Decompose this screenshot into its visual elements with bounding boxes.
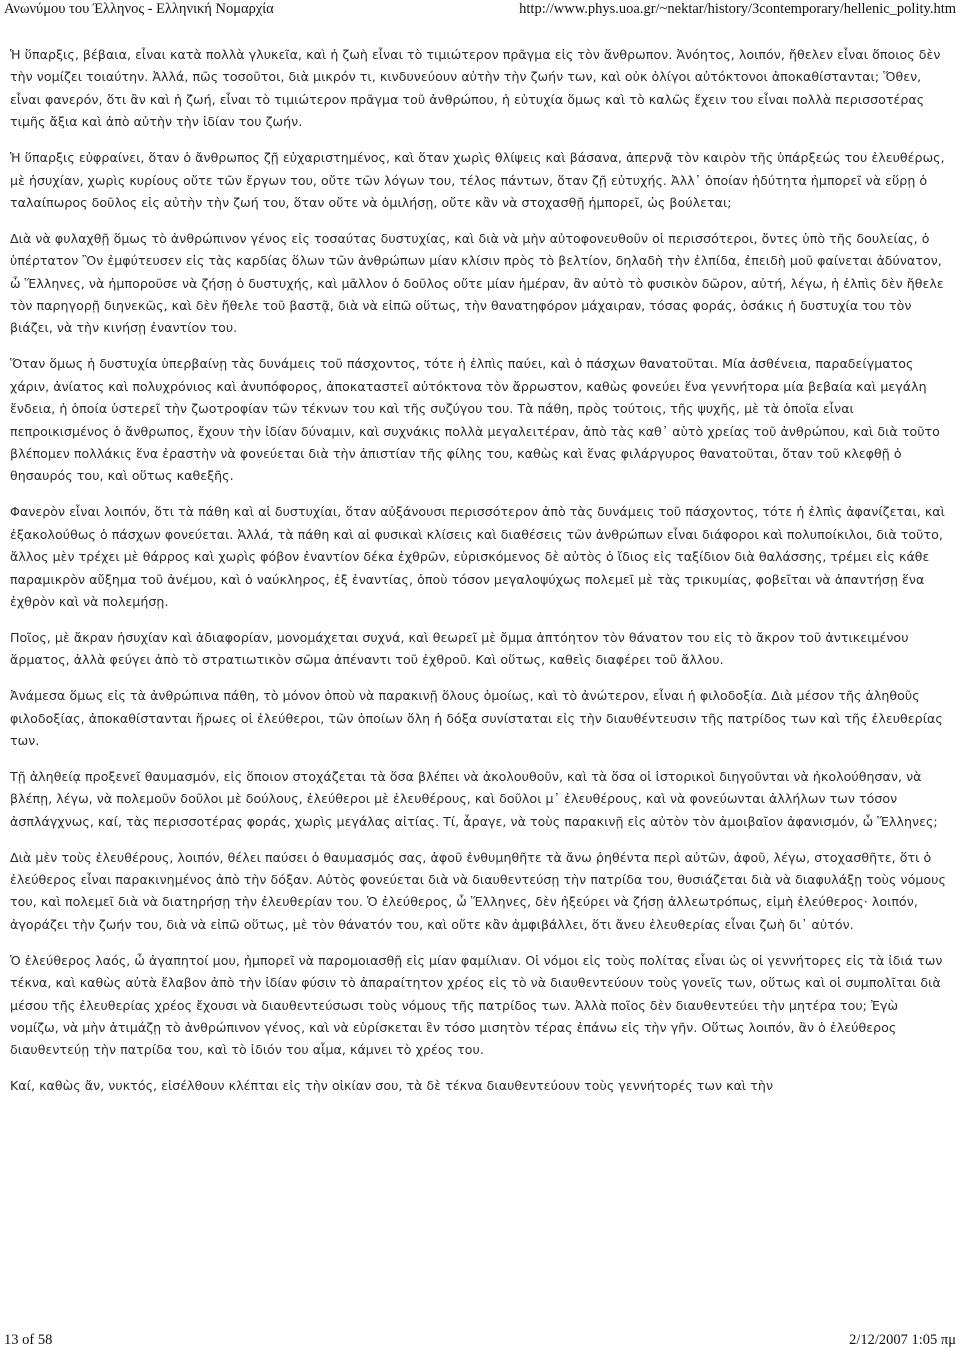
paragraph: Τῇ ἀληθείᾳ προξενεῖ θαυμασμόν, εἰς ὅποιον στοχάζεται τὰ ὅσα βλέπει νὰ ἀκολουθοῦν, καὶ τὰ ὅσα οἱ ἱστορικοὶ διηγοῦνται νὰ ἠκολούθησαν, νὰ βλέπῃ, λέγω, νὰ πολεμοῦν δοῦλοι μὲ δούλους, ἐλεύθεροι μὲ ἐλευθέρους, καὶ δοῦλοι μ᾿ ἐλευθέρους, καὶ νὰ φονεύωνται ἀλλήλων των τόσον ἀσπλάγχνως, καί, τὰς περισσοτέρας φοράς, χωρὶς μεγάλας αἰτίας. Τί, ἆραγε, νὰ τοὺς παρακινῇ εἰς αὐτὸν τὸν ἀμοιβαῖον ἀφανισμόν, ὦ Ἕλληνες; xyxy=(10,768,938,829)
print-header xyxy=(0,0,960,22)
paragraph: Διὰ νὰ φυλαχθῇ ὅμως τὸ ἀνθρώπινον γένος εἰς τοσαύτας δυστυχίας, καὶ διὰ νὰ μὴν αὐτοφονευθοῦν οἱ περισσότεροι, ὄντες ὑπὸ τῆς δουλείας, ὁ ὑπέρτατον Ὂν ἐμφύτευσεν εἰς τὰς καρδίας ὅλων τῶν ἀνθρώπων μίαν κλίσιν πρὸς τὸ βελτίον, δηλαδὴ τὴν ἐλπίδα, ἐπειδὴ μοῦ φαίνεται ἀδύνατον, ὦ Ἕλληνες, νὰ ἠμποροῦσε νὰ ζήσῃ ὁ δυστυχής, καὶ μᾶλλον ὁ δοῦλος οὔτε μίαν ἡμέραν, ἂν αὐτὸ τὸ φυσικὸν δῶρον, αὐτή, λέγω, ἡ ἐλπὶς δὲν ἤθελε τὸν παρηγορῇ διηνεκῶς, καὶ δὲν ἤθελε τοῦ βαστᾷ, διὰ νὰ εἰπῶ οὕτως, τὴν θανατηφόρον μάχαιραν, τόσας φοράς, ὁσάκις ἡ δυστυχία του τὸν βιάζει, νὰ τὴν κινήσῃ ἐναντίον του. xyxy=(10,230,944,336)
print-footer xyxy=(0,1330,960,1352)
document-url: http://www.phys.uoa.gr/~nektar/history/3contemporary/hellenic_polity.htm xyxy=(519,1,956,17)
page-counter: 13 of 58 xyxy=(4,1332,53,1348)
paragraph: Φανερὸν εἶναι λοιπόν, ὅτι τὰ πάθη καὶ αἱ δυστυχίαι, ὅταν αὐξάνουσι περισσότερον ἀπὸ τὰς δυνάμεις τοῦ πάσχοντος, τότε ἡ ἐλπὶς ἀφανίζεται, καὶ ἐξακολούθως ὁ πάσχων φονεύεται. Ἀλλά, τὰ πάθη καὶ αἱ φυσικαὶ κλίσεις καὶ διαθέσεις τῶν ἀνθρώπων εἶναι διάφοροι καὶ πολυποίκιλοι, διὰ τοῦτο, ἄλλος μὲν τρέχει μὲ θάρρος καὶ χωρὶς φόβον ἐναντίον δέκα ἐχθρῶν, εὑρισκόμενος δὲ αὐτὸς ὁ ἴδιος εἰς ταξίδιον διὰ θαλάσσης, τρέμει εἰς κάθε παραμικρὸν αὔξημα τοῦ ἀνέμου, καὶ ὁ ναύκληρος, ἐξ ἐναντίας, ὁποὺ τόσον μεγαλοψύχως πολεμεῖ μὲ τὰς τρικυμίας, φοβεῖται νὰ ἀπαντήσῃ ἕνα ἐχθρὸν καὶ νὰ πολεμήσῃ. xyxy=(10,504,945,609)
print-timestamp: 2/12/2007 1:05 πμ xyxy=(849,1332,956,1348)
document-body xyxy=(10,44,950,1111)
document-title: Ανωνύμου του Έλληνος - Ελληνική Νομαρχία xyxy=(4,1,274,17)
paragraph: Ἀνάμεσα ὅμως εἰς τὰ ἀνθρώπινα πάθη, τὸ μόνον ὁποὺ νὰ παρακινῇ ὅλους ὁμοίως, καὶ τὸ ἀνώτερον, εἶναι ἡ φιλοδοξία. Διὰ μέσον τῆς ἀληθοῦς φιλοδοξίας, ἀποκαθίστανται ἥρωες οἱ ἐλεύθεροι, τῶν ὁποίων ὅλη ἡ δόξα συνίσταται εἰς τὴν διαυθέντευσιν τῆς πατρίδος των καὶ τῆς ἐλευθερίας των. xyxy=(10,688,943,748)
paragraph: Ποῖος, μὲ ἄκραν ἡσυχίαν καὶ ἀδιαφορίαν, μονομάχεται συχνά, καὶ θεωρεῖ μὲ ὄμμα ἀπτόητον τὸν θάνατον του εἰς τὸ ἄκρον τοῦ ἀντικειμένου ἅρματος, ἀλλὰ φεύγει ἀπὸ τὸ στρατιωτικὸν σῶμα ἀπέναντι τοῦ ἐχθροῦ. Καὶ οὕτως, καθεὶς διαφέρει τοῦ ἄλλου. xyxy=(10,629,909,668)
paragraph: Ὅταν ὅμως ἡ δυστυχία ὑπερβαίνῃ τὰς δυνάμεις τοῦ πάσχοντος, τότε ἡ ἐλπὶς παύει, καὶ ὁ πάσχων θανατοῦται. Μία ἀσθένεια, παραδείγματος χάριν, ἀνίατος καὶ πολυχρόνιος καὶ ἀνυπόφορος, ἀποκαταστεῖ αὐτόκτονα τὸν ἄρρωστον, καθὼς φονεύει ἕνα γεννήτορα μία βεβαία καὶ μεγάλη ἔνδεια, ἡ ὁποία ὑστερεῖ τὴν ζωοτροφίαν τῶν τέκνων του καὶ τῆς συζύγου του. Τὰ πάθη, πρὸς τούτοις, τῆς ψυχῆς, μὲ τὰ ὁποῖα εἶναι πεπροικισμένος ὁ ἄνθρωπος, ἔχουν τὴν ἰδίαν δύναμιν, καὶ συχνάκις πολλὰ μεγαλειτέραν, ἀπὸ τὰς καθ᾿ αὑτὸ χρείας τοῦ ἀνθρώπου, καὶ διὰ τοῦτο βλέπομεν πολλάκις ἕνα ἐραστὴν νὰ φονεύεται διὰ τὴν ἀπιστίαν τῆς φίλης του, καθὼς καὶ ἕνας φιλάργυρος θανατοῦται, ὅταν τοῦ κλεφθῇ ὁ θησαυρός του, καὶ οὕτως καθεξῆς. xyxy=(10,356,940,484)
paragraph: Ἡ ὕπαρξις, βέβαια, εἶναι κατὰ πολλὰ γλυκεῖα, καὶ ἡ ζωὴ εἶναι τὸ τιμιώτερον πρᾶγμα εἰς τὸν ἄνθρωπον. Ἀνόητος, λοιπόν, ἤθελεν εἶναι ὅποιος δὲν τὴν νομίζει τοιαύτην. Ἀλλά, πῶς τοσοῦτοι, διὰ μικρόν τι, κινδυνεύουν αὐτὴν τὴν ζωήν των, καὶ οὐκ ὀλίγοι αὐτόκτονοι ἀποκαθίστανται; Ὅθεν, εἶναι φανερόν, ὅτι ἂν καὶ ἡ ζωή, εἶναι τὸ τιμιώτερον πρᾶγμα τοῦ ἀνθρώπου, ἡ εὐτυχία ὅμως καὶ τὸ καλῶς ἔχειν του εἶναι πολλὰ περισσοτέρας τιμῆς ἄξια καὶ ἀπὸ αὐτὴν τὴν ἰδίαν του ζωήν. xyxy=(10,47,941,130)
paragraph: Ὁ ἐλεύθερος λαός, ὦ ἀγαπητοί μου, ἠμπορεῖ νὰ παρομοιασθῇ εἰς μίαν φαμίλιαν. Οἱ νόμοι εἰς τοὺς πολίτας εἶναι ὡς οἱ γεννήτορες εἰς τὰ ἰδιά των τέκνα, καὶ καθὼς αὐτὰ ἔλαβον ἀπὸ τὴν ἰδίαν φύσιν τὸ ἀπαραίτητον χρέος εἰς τὸ νὰ διαυθεντεύουν τοὺς γονεῖς των, οὕτως καὶ οἱ συμπολῖται διὰ μέσου τῆς ἐλευθερίας χρέος ἔχουσι νὰ διαυθεντεύσωσι τοὺς νόμους τῆς πατρίδος των. Ἀλλὰ ποῖος δὲν διαυθεντεύει τὴν μητέρα του; Ἐγὼ νομίζω, νὰ μὴν ἀτιμάζῃ τὸ ἀνθρώπινον γένος, καὶ νὰ εὑρίσκεται ἓν τόσο μισητὸν τέρας ἐπάνω εἰς τὴν γῆν. Οὕτως λοιπόν, ἂν ὁ ἐλεύθερος διαυθεντεύῃ τὴν πατρίδα του, καὶ τὸ ἰδιόν του αἷμα, κάμνει τὸ χρέος του. xyxy=(10,952,943,1058)
paragraph: Διὰ μὲν τοὺς ἐλευθέρους, λοιπόν, θέλει παύσει ὁ θαυμασμός σας, ἀφοῦ ἐνθυμηθῆτε τὰ ἄνω ῥηθέντα περὶ αὐτῶν, ἀφοῦ, λέγω, στοχασθῆτε, ὅτι ὁ ἐλεύθερος εἶναι παρακινημένος ἀπὸ τὴν δόξαν. Αὐτὸς φονεύεται διὰ νὰ διαυθεντεύσῃ τὴν πατρίδα του, θυσιάζεται διὰ νὰ διαφυλάξῃ τοὺς νόμους του, καὶ πολεμεῖ διὰ νὰ διατηρήσῃ τὴν ἐλευθερίαν του. Ὁ ἐλεύθερος, ὦ Ἕλληνες, δὲν ἠξεύρει νὰ ζήσῃ ἀλλεωτρόπως, εἰμὴ ἐλεύθερος· λοιπόν, ἀγοράζει τὴν ζωήν του, διὰ νὰ εἰπῶ οὕτως, μὲ τὸν θάνατόν του, καὶ οὔτε κἂν ἀμφιβάλλει, ὅτι ἄνευ ἐλευθερίας εἶναι ζωὴ δι᾿ αὐτόν. xyxy=(10,849,946,932)
paragraph: Καί, καθὼς ἄν, νυκτός, εἰσέλθουν κλέπται εἰς τὴν οἰκίαν σου, τὰ δὲ τέκνα διαυθεντεύουν τοὺς γεννήτορές των καὶ τὴν xyxy=(10,1078,774,1094)
paragraph: Ἡ ὕπαρξις εὐφραίνει, ὅταν ὁ ἄνθρωπος ζῇ εὐχαριστημένος, καὶ ὅταν χωρὶς θλίψεις καὶ βάσανα, ἀπερνᾷ τὸν καιρὸν τῆς ὑπάρξεώς του ἐλευθέρως, μὲ ἡσυχίαν, χωρὶς κυρίους οὔτε τῶν ἔργων του, οὔτε τῶν λόγων του, τέλος πάντων, ὅταν ζῇ εὐτυχής. Ἀλλ᾿ ὁποίαν ἡδύτητα ἠμπορεῖ νὰ εὕρῃ ὁ ταλαίπωρος δοῦλος εἰς αὐτὴν τὴν ζωή του, ὅταν οὔτε νὰ ὁμιλήσῃ, οὔτε κἂν νὰ στοχασθῇ ἠμπορεῖ, ὡς βούλεται; xyxy=(10,150,945,210)
